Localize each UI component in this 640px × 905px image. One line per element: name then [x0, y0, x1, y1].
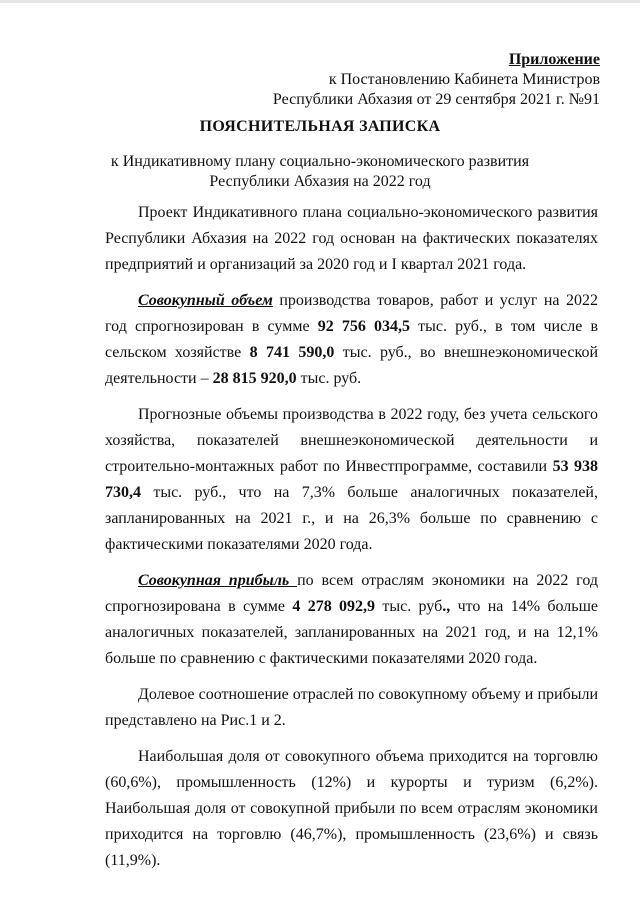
text-segment: тыс. руб., что на 7,3% больше аналогичных показателей, запланированных на 2021 г., и на 26,3% больше по сравнению с фактическими показателями 2020 года. — [105, 484, 598, 553]
text-segment: тыс. руб., в том числе в сельском хозяйстве — [105, 318, 599, 361]
document-body — [105, 200, 598, 884]
subtitle-line-2: Республики Абхазия на 2022 год — [209, 173, 431, 190]
paragraph-intro: Проект Индикативного плана социально-экономического развития Республики Абхазия на 2022 год основан на фактических показателях предприятий и организаций за 2020 год и I квартал 2021 года. — [105, 204, 598, 273]
term-total-volume: Совокупный объем — [138, 292, 273, 309]
term-total-profit: Совокупная прибыль — [138, 572, 298, 589]
paragraph-total-profit — [105, 568, 598, 672]
text-segment: тыс. руб., во внешнеэкономической деятельности – — [105, 344, 599, 387]
value-foreign-trade: 28 815 920,0 — [212, 370, 297, 387]
value-agriculture: 8 741 590,0 — [249, 344, 335, 361]
appendix-line-1: к Постановлению Кабинета Министров — [328, 71, 600, 88]
text-segment: тыс. руб — [375, 598, 443, 615]
document-title: ПОЯСНИТЕЛЬНАЯ ЗАПИСКА — [199, 118, 441, 135]
value-total-volume: 92 756 034,5 — [317, 318, 411, 335]
scan-edge-line — [0, 0, 640, 3]
text-segment: по всем отраслям экономики на 2022 год спрогнозирована в сумме — [105, 572, 599, 615]
text-segment: тыс. руб. — [296, 370, 362, 387]
paragraph-total-volume — [105, 288, 598, 392]
appendix-line-2: Республики Абхазия от 29 сентября 2021 г. №91 — [272, 91, 600, 108]
document-subtitle — [0, 152, 640, 192]
punctuation: ., — [442, 598, 451, 615]
appendix-title: Приложение — [508, 51, 600, 68]
paragraph-forecast-volumes — [105, 402, 598, 558]
value-total-profit: 4 278 092,9 — [292, 598, 376, 615]
appendix-header — [273, 50, 600, 110]
value-forecast-volume: 53 938 730,4 — [105, 458, 599, 501]
subtitle-line-1: к Индикативному плану социально-экономического развития — [110, 153, 530, 170]
paragraph-largest-shares: Наибольшая доля от совокупного объема приходится на торговлю (60,6%), промышленность (12%) и курорты и туризм (6,2%). Наибольшая доля от совокупной прибыли по всем отраслям экономики приходится на торговлю (46,7%), промышленность (23,6%) и связь (11,9%). — [105, 748, 598, 869]
text-segment: что на 14% больше аналогичных показателей, запланированных на 2021 год, и на 12,1% больше по сравнению с фактическими показателями 2020 года. — [105, 598, 598, 667]
text-segment: производства товаров, работ и услуг на 2022 год спрогнозирован в сумме — [105, 292, 598, 335]
paragraph-sector-ratio: Долевое соотношение отраслей по совокупному объему и прибыли представлено на Рис.1 и 2. — [105, 686, 598, 729]
text-segment: Прогнозные объемы производства в 2022 году, без учета сельского хозяйства, показателей внешнеэкономической деятельности и строительно-монтажных работ по Инвестпрограмме, составили — [105, 406, 598, 475]
